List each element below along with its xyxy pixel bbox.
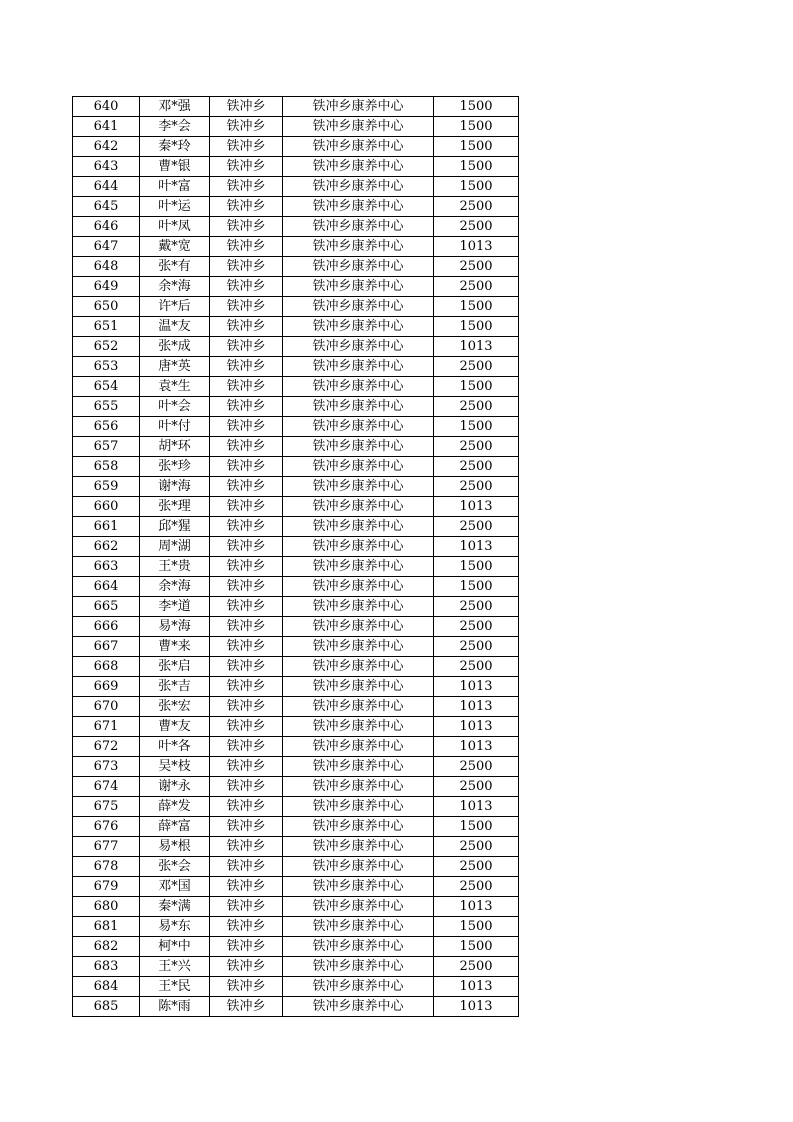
name-cell: 张*珍 xyxy=(140,457,210,477)
row-number-cell: 658 xyxy=(73,457,140,477)
institution-cell: 铁冲乡康养中心 xyxy=(283,577,434,597)
institution-cell: 铁冲乡康养中心 xyxy=(283,697,434,717)
row-number-cell: 679 xyxy=(73,877,140,897)
name-cell: 邓*国 xyxy=(140,877,210,897)
name-cell: 易*东 xyxy=(140,917,210,937)
township-cell: 铁冲乡 xyxy=(210,437,283,457)
name-cell: 秦*玲 xyxy=(140,137,210,157)
table-row xyxy=(73,97,519,117)
row-number-cell: 666 xyxy=(73,617,140,637)
name-cell: 曹*银 xyxy=(140,157,210,177)
name-cell: 唐*英 xyxy=(140,357,210,377)
row-number-cell: 644 xyxy=(73,177,140,197)
institution-cell: 铁冲乡康养中心 xyxy=(283,357,434,377)
amount-cell: 2500 xyxy=(434,837,519,857)
institution-cell: 铁冲乡康养中心 xyxy=(283,457,434,477)
township-cell: 铁冲乡 xyxy=(210,777,283,797)
township-cell: 铁冲乡 xyxy=(210,117,283,137)
township-cell: 铁冲乡 xyxy=(210,217,283,237)
row-number-cell: 651 xyxy=(73,317,140,337)
name-cell: 叶*运 xyxy=(140,197,210,217)
institution-cell: 铁冲乡康养中心 xyxy=(283,177,434,197)
township-cell: 铁冲乡 xyxy=(210,317,283,337)
amount-cell: 2500 xyxy=(434,397,519,417)
row-number-cell: 648 xyxy=(73,257,140,277)
row-number-cell: 685 xyxy=(73,997,140,1017)
township-cell: 铁冲乡 xyxy=(210,977,283,997)
institution-cell: 铁冲乡康养中心 xyxy=(283,877,434,897)
name-cell: 薛*富 xyxy=(140,817,210,837)
institution-cell: 铁冲乡康养中心 xyxy=(283,257,434,277)
amount-cell: 1500 xyxy=(434,177,519,197)
amount-cell: 1500 xyxy=(434,937,519,957)
name-cell: 袁*生 xyxy=(140,377,210,397)
amount-cell: 1500 xyxy=(434,917,519,937)
table-row xyxy=(73,777,519,797)
table-row xyxy=(73,877,519,897)
township-cell: 铁冲乡 xyxy=(210,657,283,677)
table-row xyxy=(73,537,519,557)
amount-cell: 1500 xyxy=(434,157,519,177)
name-cell: 曹*友 xyxy=(140,717,210,737)
name-cell: 柯*中 xyxy=(140,937,210,957)
table-row xyxy=(73,357,519,377)
name-cell: 邱*猩 xyxy=(140,517,210,537)
institution-cell: 铁冲乡康养中心 xyxy=(283,517,434,537)
amount-cell: 2500 xyxy=(434,597,519,617)
institution-cell: 铁冲乡康养中心 xyxy=(283,677,434,697)
amount-cell: 1500 xyxy=(434,297,519,317)
name-cell: 温*友 xyxy=(140,317,210,337)
township-cell: 铁冲乡 xyxy=(210,197,283,217)
township-cell: 铁冲乡 xyxy=(210,577,283,597)
name-cell: 张*有 xyxy=(140,257,210,277)
amount-cell: 2500 xyxy=(434,637,519,657)
row-number-cell: 661 xyxy=(73,517,140,537)
institution-cell: 铁冲乡康养中心 xyxy=(283,237,434,257)
row-number-cell: 659 xyxy=(73,477,140,497)
row-number-cell: 674 xyxy=(73,777,140,797)
township-cell: 铁冲乡 xyxy=(210,357,283,377)
table-row xyxy=(73,977,519,997)
name-cell: 吴*枝 xyxy=(140,757,210,777)
table-row xyxy=(73,897,519,917)
amount-cell: 1500 xyxy=(434,577,519,597)
table-row xyxy=(73,317,519,337)
amount-cell: 1013 xyxy=(434,677,519,697)
township-cell: 铁冲乡 xyxy=(210,417,283,437)
row-number-cell: 650 xyxy=(73,297,140,317)
row-number-cell: 667 xyxy=(73,637,140,657)
institution-cell: 铁冲乡康养中心 xyxy=(283,297,434,317)
name-cell: 李*道 xyxy=(140,597,210,617)
name-cell: 李*会 xyxy=(140,117,210,137)
amount-cell: 1500 xyxy=(434,317,519,337)
township-cell: 铁冲乡 xyxy=(210,937,283,957)
township-cell: 铁冲乡 xyxy=(210,957,283,977)
amount-cell: 2500 xyxy=(434,197,519,217)
name-cell: 周*湖 xyxy=(140,537,210,557)
institution-cell: 铁冲乡康养中心 xyxy=(283,417,434,437)
row-number-cell: 642 xyxy=(73,137,140,157)
institution-cell: 铁冲乡康养中心 xyxy=(283,997,434,1017)
name-cell: 张*成 xyxy=(140,337,210,357)
row-number-cell: 645 xyxy=(73,197,140,217)
name-cell: 王*民 xyxy=(140,977,210,997)
table-row xyxy=(73,557,519,577)
institution-cell: 铁冲乡康养中心 xyxy=(283,137,434,157)
township-cell: 铁冲乡 xyxy=(210,717,283,737)
amount-cell: 1013 xyxy=(434,237,519,257)
amount-cell: 2500 xyxy=(434,617,519,637)
amount-cell: 1013 xyxy=(434,337,519,357)
institution-cell: 铁冲乡康养中心 xyxy=(283,737,434,757)
township-cell: 铁冲乡 xyxy=(210,757,283,777)
name-cell: 余*海 xyxy=(140,577,210,597)
name-cell: 王*兴 xyxy=(140,957,210,977)
name-cell: 戴*宽 xyxy=(140,237,210,257)
table-row xyxy=(73,277,519,297)
name-cell: 叶*各 xyxy=(140,737,210,757)
row-number-cell: 681 xyxy=(73,917,140,937)
table-row xyxy=(73,617,519,637)
institution-cell: 铁冲乡康养中心 xyxy=(283,377,434,397)
township-cell: 铁冲乡 xyxy=(210,557,283,577)
row-number-cell: 655 xyxy=(73,397,140,417)
table-row xyxy=(73,517,519,537)
township-cell: 铁冲乡 xyxy=(210,877,283,897)
institution-cell: 铁冲乡康养中心 xyxy=(283,837,434,857)
row-number-cell: 646 xyxy=(73,217,140,237)
name-cell: 秦*满 xyxy=(140,897,210,917)
amount-cell: 2500 xyxy=(434,457,519,477)
table-row xyxy=(73,817,519,837)
institution-cell: 铁冲乡康养中心 xyxy=(283,757,434,777)
row-number-cell: 653 xyxy=(73,357,140,377)
row-number-cell: 682 xyxy=(73,937,140,957)
amount-cell: 2500 xyxy=(434,877,519,897)
institution-cell: 铁冲乡康养中心 xyxy=(283,157,434,177)
amount-cell: 1013 xyxy=(434,697,519,717)
institution-cell: 铁冲乡康养中心 xyxy=(283,477,434,497)
name-cell: 谢*海 xyxy=(140,477,210,497)
institution-cell: 铁冲乡康养中心 xyxy=(283,917,434,937)
row-number-cell: 649 xyxy=(73,277,140,297)
institution-cell: 铁冲乡康养中心 xyxy=(283,437,434,457)
table-row xyxy=(73,737,519,757)
table-row xyxy=(73,177,519,197)
township-cell: 铁冲乡 xyxy=(210,97,283,117)
name-cell: 张*宏 xyxy=(140,697,210,717)
township-cell: 铁冲乡 xyxy=(210,377,283,397)
row-number-cell: 680 xyxy=(73,897,140,917)
township-cell: 铁冲乡 xyxy=(210,277,283,297)
township-cell: 铁冲乡 xyxy=(210,477,283,497)
amount-cell: 1013 xyxy=(434,997,519,1017)
table-row xyxy=(73,997,519,1017)
row-number-cell: 669 xyxy=(73,677,140,697)
row-number-cell: 684 xyxy=(73,977,140,997)
row-number-cell: 665 xyxy=(73,597,140,617)
institution-cell: 铁冲乡康养中心 xyxy=(283,597,434,617)
row-number-cell: 672 xyxy=(73,737,140,757)
row-number-cell: 640 xyxy=(73,97,140,117)
row-number-cell: 668 xyxy=(73,657,140,677)
name-cell: 薛*发 xyxy=(140,797,210,817)
row-number-cell: 683 xyxy=(73,957,140,977)
institution-cell: 铁冲乡康养中心 xyxy=(283,537,434,557)
amount-cell: 2500 xyxy=(434,657,519,677)
township-cell: 铁冲乡 xyxy=(210,617,283,637)
name-cell: 邓*强 xyxy=(140,97,210,117)
table-row xyxy=(73,157,519,177)
table-row xyxy=(73,857,519,877)
township-cell: 铁冲乡 xyxy=(210,297,283,317)
table-row xyxy=(73,717,519,737)
township-cell: 铁冲乡 xyxy=(210,157,283,177)
institution-cell: 铁冲乡康养中心 xyxy=(283,637,434,657)
table-row xyxy=(73,377,519,397)
table-row xyxy=(73,437,519,457)
table-row xyxy=(73,577,519,597)
institution-cell: 铁冲乡康养中心 xyxy=(283,797,434,817)
township-cell: 铁冲乡 xyxy=(210,737,283,757)
row-number-cell: 643 xyxy=(73,157,140,177)
table-row xyxy=(73,657,519,677)
amount-cell: 2500 xyxy=(434,357,519,377)
institution-cell: 铁冲乡康养中心 xyxy=(283,657,434,677)
institution-cell: 铁冲乡康养中心 xyxy=(283,117,434,137)
institution-cell: 铁冲乡康养中心 xyxy=(283,337,434,357)
amount-cell: 1013 xyxy=(434,797,519,817)
institution-cell: 铁冲乡康养中心 xyxy=(283,277,434,297)
table-row xyxy=(73,137,519,157)
amount-cell: 1500 xyxy=(434,557,519,577)
name-cell: 曹*来 xyxy=(140,637,210,657)
amount-cell: 2500 xyxy=(434,957,519,977)
row-number-cell: 676 xyxy=(73,817,140,837)
township-cell: 铁冲乡 xyxy=(210,837,283,857)
township-cell: 铁冲乡 xyxy=(210,857,283,877)
township-cell: 铁冲乡 xyxy=(210,177,283,197)
amount-cell: 2500 xyxy=(434,437,519,457)
institution-cell: 铁冲乡康养中心 xyxy=(283,557,434,577)
township-cell: 铁冲乡 xyxy=(210,797,283,817)
name-cell: 易*根 xyxy=(140,837,210,857)
name-cell: 张*会 xyxy=(140,857,210,877)
amount-cell: 2500 xyxy=(434,777,519,797)
table-row xyxy=(73,597,519,617)
table-row xyxy=(73,117,519,137)
township-cell: 铁冲乡 xyxy=(210,637,283,657)
amount-cell: 2500 xyxy=(434,517,519,537)
amount-cell: 1013 xyxy=(434,717,519,737)
amount-cell: 2500 xyxy=(434,477,519,497)
township-cell: 铁冲乡 xyxy=(210,517,283,537)
name-cell: 王*贵 xyxy=(140,557,210,577)
table-row xyxy=(73,837,519,857)
table-row xyxy=(73,417,519,437)
row-number-cell: 657 xyxy=(73,437,140,457)
name-cell: 易*海 xyxy=(140,617,210,637)
row-number-cell: 671 xyxy=(73,717,140,737)
township-cell: 铁冲乡 xyxy=(210,537,283,557)
township-cell: 铁冲乡 xyxy=(210,597,283,617)
institution-cell: 铁冲乡康养中心 xyxy=(283,717,434,737)
document-page xyxy=(72,96,519,1017)
institution-cell: 铁冲乡康养中心 xyxy=(283,777,434,797)
row-number-cell: 652 xyxy=(73,337,140,357)
township-cell: 铁冲乡 xyxy=(210,997,283,1017)
name-cell: 张*吉 xyxy=(140,677,210,697)
name-cell: 张*理 xyxy=(140,497,210,517)
name-cell: 张*启 xyxy=(140,657,210,677)
amount-cell: 2500 xyxy=(434,217,519,237)
row-number-cell: 670 xyxy=(73,697,140,717)
township-cell: 铁冲乡 xyxy=(210,337,283,357)
township-cell: 铁冲乡 xyxy=(210,237,283,257)
row-number-cell: 677 xyxy=(73,837,140,857)
name-cell: 叶*会 xyxy=(140,397,210,417)
row-number-cell: 663 xyxy=(73,557,140,577)
township-cell: 铁冲乡 xyxy=(210,457,283,477)
table-row xyxy=(73,257,519,277)
institution-cell: 铁冲乡康养中心 xyxy=(283,897,434,917)
amount-cell: 1500 xyxy=(434,97,519,117)
row-number-cell: 675 xyxy=(73,797,140,817)
table-row xyxy=(73,757,519,777)
table-row xyxy=(73,217,519,237)
institution-cell: 铁冲乡康养中心 xyxy=(283,977,434,997)
name-cell: 胡*环 xyxy=(140,437,210,457)
amount-cell: 1500 xyxy=(434,817,519,837)
name-cell: 余*海 xyxy=(140,277,210,297)
table-row xyxy=(73,937,519,957)
institution-cell: 铁冲乡康养中心 xyxy=(283,957,434,977)
table-row xyxy=(73,197,519,217)
name-cell: 叶*凤 xyxy=(140,217,210,237)
row-number-cell: 662 xyxy=(73,537,140,557)
township-cell: 铁冲乡 xyxy=(210,257,283,277)
row-number-cell: 664 xyxy=(73,577,140,597)
amount-cell: 2500 xyxy=(434,257,519,277)
name-cell: 叶*付 xyxy=(140,417,210,437)
row-number-cell: 656 xyxy=(73,417,140,437)
row-number-cell: 641 xyxy=(73,117,140,137)
township-cell: 铁冲乡 xyxy=(210,697,283,717)
institution-cell: 铁冲乡康养中心 xyxy=(283,97,434,117)
township-cell: 铁冲乡 xyxy=(210,497,283,517)
institution-cell: 铁冲乡康养中心 xyxy=(283,197,434,217)
table-row xyxy=(73,477,519,497)
township-cell: 铁冲乡 xyxy=(210,897,283,917)
township-cell: 铁冲乡 xyxy=(210,817,283,837)
amount-cell: 1500 xyxy=(434,417,519,437)
amount-cell: 2500 xyxy=(434,757,519,777)
row-number-cell: 647 xyxy=(73,237,140,257)
institution-cell: 铁冲乡康养中心 xyxy=(283,497,434,517)
table-row xyxy=(73,237,519,257)
amount-cell: 1500 xyxy=(434,137,519,157)
amount-cell: 1500 xyxy=(434,377,519,397)
name-cell: 陈*雨 xyxy=(140,997,210,1017)
township-cell: 铁冲乡 xyxy=(210,137,283,157)
table-row xyxy=(73,797,519,817)
amount-cell: 1013 xyxy=(434,977,519,997)
institution-cell: 铁冲乡康养中心 xyxy=(283,217,434,237)
table-row xyxy=(73,957,519,977)
institution-cell: 铁冲乡康养中心 xyxy=(283,817,434,837)
table-row xyxy=(73,697,519,717)
amount-cell: 1013 xyxy=(434,497,519,517)
table-row xyxy=(73,457,519,477)
row-number-cell: 678 xyxy=(73,857,140,877)
table-row xyxy=(73,337,519,357)
table-row xyxy=(73,677,519,697)
table-row xyxy=(73,917,519,937)
row-number-cell: 660 xyxy=(73,497,140,517)
township-cell: 铁冲乡 xyxy=(210,917,283,937)
amount-cell: 2500 xyxy=(434,277,519,297)
table-row xyxy=(73,297,519,317)
institution-cell: 铁冲乡康养中心 xyxy=(283,397,434,417)
roster-table xyxy=(72,96,519,1017)
amount-cell: 1013 xyxy=(434,897,519,917)
amount-cell: 1013 xyxy=(434,737,519,757)
township-cell: 铁冲乡 xyxy=(210,677,283,697)
name-cell: 叶*富 xyxy=(140,177,210,197)
table-row xyxy=(73,637,519,657)
row-number-cell: 654 xyxy=(73,377,140,397)
amount-cell: 1500 xyxy=(434,117,519,137)
amount-cell: 1013 xyxy=(434,537,519,557)
amount-cell: 2500 xyxy=(434,857,519,877)
roster-table-body xyxy=(73,97,519,1017)
institution-cell: 铁冲乡康养中心 xyxy=(283,617,434,637)
name-cell: 谢*永 xyxy=(140,777,210,797)
table-row xyxy=(73,497,519,517)
row-number-cell: 673 xyxy=(73,757,140,777)
table-row xyxy=(73,397,519,417)
name-cell: 许*后 xyxy=(140,297,210,317)
institution-cell: 铁冲乡康养中心 xyxy=(283,937,434,957)
institution-cell: 铁冲乡康养中心 xyxy=(283,317,434,337)
institution-cell: 铁冲乡康养中心 xyxy=(283,857,434,877)
township-cell: 铁冲乡 xyxy=(210,397,283,417)
